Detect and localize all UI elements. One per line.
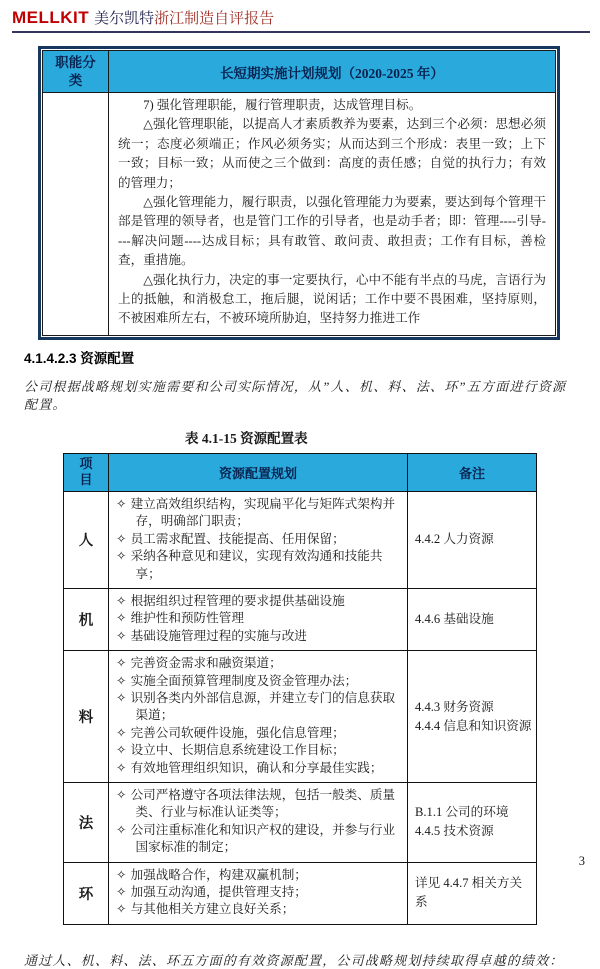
- resource-note-line: 4.4.4 信息和知识资源: [415, 718, 532, 733]
- resource-item: ✧ 完善公司软硬件设施，强化信息管理；: [116, 725, 345, 740]
- diamond-bullet-icon: ✧: [116, 885, 127, 899]
- resource-table-body: [64, 491, 537, 924]
- resource-note-cell: [408, 862, 537, 924]
- diamond-bullet-icon: ✧: [116, 549, 127, 564]
- diamond-bullet-icon: ✧: [116, 867, 127, 882]
- resource-category-label: 人: [64, 491, 109, 588]
- resource-items-cell: [109, 491, 408, 588]
- resource-category-label: 机: [64, 588, 109, 650]
- diamond-bullet-icon: ✧: [116, 628, 127, 643]
- resource-item: ✧ 加强战略合作，构建双赢机制；: [116, 867, 307, 882]
- function-plan-header-row: [43, 51, 556, 93]
- function-category-header: 职能分类: [43, 51, 109, 93]
- resource-item: ✧ 员工需求配置、技能提高、任用保留；: [116, 531, 345, 546]
- diamond-bullet-icon: ✧: [116, 593, 127, 608]
- plan-paragraph: △强化管理职能，以提高人才素质教养为要素，达到三个必须：思想必须统一；态度必须端正；作风必须务实；从而达到三个形成：表里一致；上下一致；目标一致；从而使之三个做到：高度的责任感；自觉的执行力；有效的管理力；: [118, 117, 546, 190]
- resource-note-line: B.1.1 公司的环境: [415, 805, 509, 820]
- resource-items-cell: [109, 651, 408, 783]
- resource-category-label: 环: [64, 862, 109, 924]
- resource-item: ✧ 设立中、长期信息系统建设工作目标；: [116, 743, 345, 758]
- resource-item: ✧ 识别各类内外部信息源，并建立专门的信息获取渠道；: [116, 690, 396, 723]
- table-row: [64, 491, 537, 588]
- diamond-bullet-icon: ✧: [116, 496, 127, 511]
- brand-logo-text: MELLKIT: [12, 8, 90, 27]
- plan-period-header: 长短期实施计划规划（2020-2025 年）: [109, 51, 556, 93]
- resource-item: ✧ 有效地管理组织知识，确认和分享最佳实践；: [116, 760, 383, 775]
- diamond-bullet-icon: ✧: [116, 743, 127, 758]
- resource-note-line: 4.4.3 财务资源: [415, 699, 494, 714]
- document-header: [12, 7, 590, 33]
- table-row: [64, 588, 537, 650]
- resource-items-cell: [109, 782, 408, 862]
- resource-note-cell: [408, 782, 537, 862]
- resource-item: ✧ 完善资金需求和融资渠道；: [116, 656, 282, 671]
- resource-note-cell: [408, 588, 537, 650]
- diamond-bullet-icon: ✧: [116, 611, 127, 626]
- diamond-bullet-icon: ✧: [116, 725, 127, 740]
- resource-items-cell: [109, 588, 408, 650]
- section-heading: 4.1.4.2.3 资源配置: [24, 350, 135, 366]
- plan-paragraph: 7) 强化管理职能，履行管理职责，达成管理目标。: [143, 98, 422, 112]
- diamond-bullet-icon: ✧: [116, 822, 127, 837]
- diamond-bullet-icon: ✧: [116, 787, 127, 802]
- function-plan-table: [42, 50, 556, 336]
- table-row: [64, 862, 537, 924]
- header-company-name: 美尔凯特: [94, 11, 155, 27]
- resource-item: ✧ 加强互动沟通，提供管理支持；: [116, 885, 307, 899]
- diamond-bullet-icon: ✧: [116, 902, 127, 917]
- table-row: [64, 651, 537, 783]
- resource-item: ✧ 实施全面预算管理制度及资金管理办法；: [116, 673, 358, 688]
- section-intro-paragraph: 公司根据战略规划实施需要和公司实际情况，从”人、机、料、法、环”五方面进行资源配置。: [24, 378, 567, 412]
- function-plan-body-row: [43, 93, 556, 336]
- resource-table-header-row: [64, 453, 537, 491]
- resource-item: ✧ 与其他相关方建立良好关系；: [116, 902, 295, 917]
- resource-note-line: 4.4.5 技术资源: [415, 824, 494, 839]
- diamond-bullet-icon: ✧: [116, 690, 127, 705]
- resource-note-line: 4.4.6 基础设施: [415, 612, 494, 627]
- resource-table: [63, 453, 537, 925]
- function-category-cell-empty: [43, 93, 109, 336]
- resource-item: ✧ 公司注重标准化和知识产权的建设，并参与行业国家标准的制定；: [116, 822, 396, 855]
- resource-item: ✧ 基础设施管理过程的实施与改进: [116, 628, 307, 643]
- diamond-bullet-icon: ✧: [116, 760, 127, 775]
- table-row: [64, 782, 537, 862]
- resource-table-title: 表 4.1-15 资源配置表: [185, 430, 308, 446]
- resource-category-label: 料: [64, 651, 109, 783]
- plan-paragraph: △强化执行力，决定的事一定要执行，心中不能有半点的马虎，言语行为上的抵触，和消极怠工，拖后腿，说闲话；工作中要不畏困难，坚持原则，不被困难所左右，不被环境所胁迫，坚持努力推进工作: [118, 272, 546, 326]
- resource-item: ✧ 公司严格遵守各项法律法规，包括一般类、质量类、行业与标准认证类等；: [116, 787, 396, 820]
- resource-col-header-plan: 资源配置规划: [109, 453, 408, 491]
- header-report-title: 浙江制造自评报告: [154, 11, 275, 27]
- function-plan-table-frame: [38, 46, 560, 340]
- resource-note-cell: [408, 491, 537, 588]
- diamond-bullet-icon: ✧: [116, 656, 127, 671]
- resource-items-cell: [109, 862, 408, 924]
- page-number: 3: [578, 854, 585, 868]
- closing-paragraph: 通过人、机、料、法、环五方面的有效资源配置，公司战略规划持续取得卓越的绩效：: [24, 952, 564, 968]
- resource-item: ✧ 采纳各种意见和建议，实现有效沟通和技能共享；: [116, 549, 383, 581]
- resource-category-label: 法: [64, 782, 109, 862]
- diamond-bullet-icon: ✧: [116, 531, 127, 546]
- plan-paragraph: △强化管理能力，履行职责，以强化管理能力为要素，要达到每个管理干部是管理的领导者，也是管门工作的引导者，也是动手者；即：管理----引导----解决问题----达成目标；具有敢管、敢问责、敢担责；工作有目标，善检查，重措施。: [118, 195, 546, 268]
- resource-note-line: 详见 4.4.7 相关方关系: [415, 876, 523, 910]
- resource-note-line: 4.4.2 人力资源: [415, 532, 494, 547]
- diamond-bullet-icon: ✧: [116, 673, 127, 688]
- resource-col-header-category: 项目: [64, 453, 109, 491]
- resource-item: ✧ 建立高效组织结构，实现扁平化与矩阵式架构并存，明确部门职责；: [116, 496, 396, 529]
- resource-col-header-note: 备注: [408, 453, 537, 491]
- plan-cell: [109, 93, 556, 336]
- resource-item: ✧ 维护性和预防性管理: [116, 611, 244, 626]
- resource-note-cell: [408, 651, 537, 783]
- resource-item: ✧ 根据组织过程管理的要求提供基础设施: [116, 593, 345, 608]
